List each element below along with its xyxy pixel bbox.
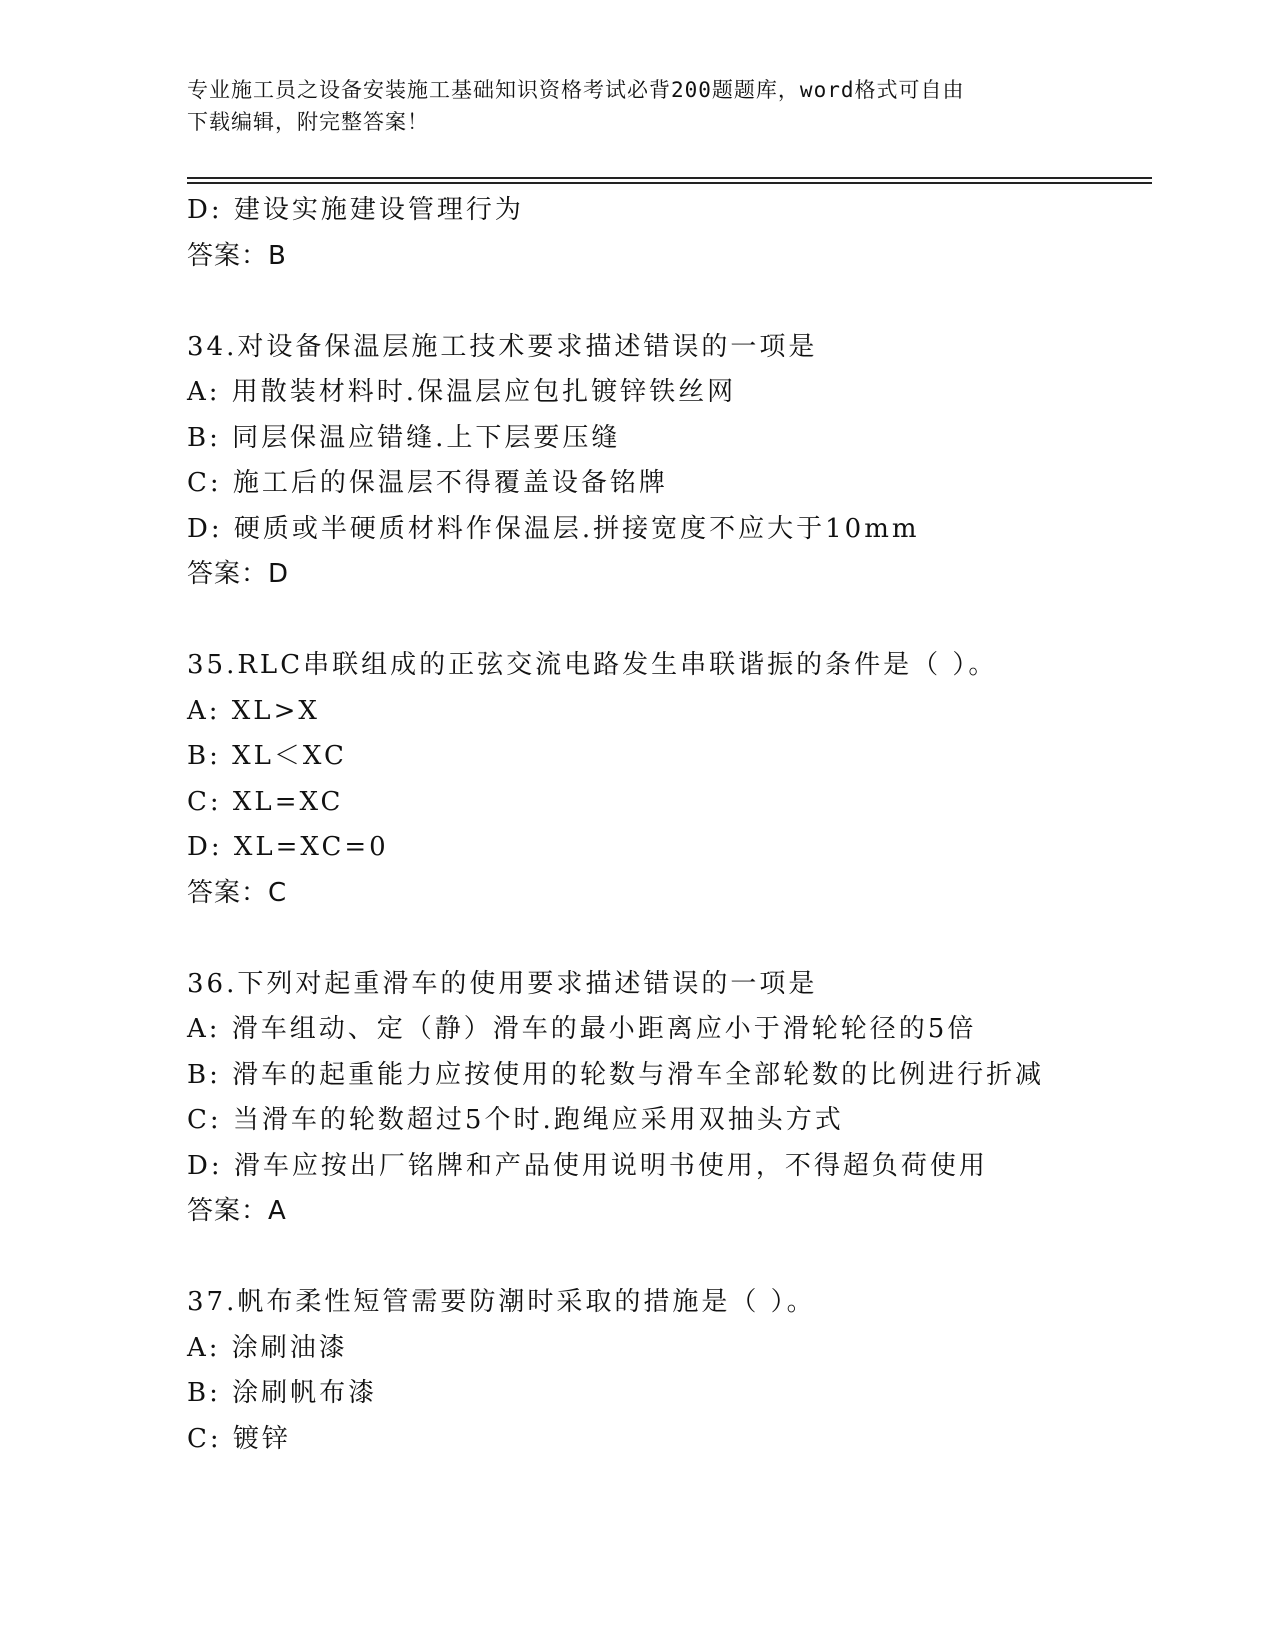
option-c: C: 镀锌 [187, 1423, 291, 1454]
option-c: C: 施工后的保温层不得覆盖设备铭牌 [187, 468, 668, 498]
answer-line: 答案：C [187, 877, 288, 908]
question-34 [187, 325, 1147, 598]
option-d: D: XL=XC=0 [187, 832, 389, 862]
option-d: D: 建设实施建设管理行为 [187, 195, 524, 225]
question-37 [187, 1280, 1147, 1462]
header-rule-top [187, 177, 1152, 179]
option-b: B: 同层保温应错缝.上下层要压缝 [187, 422, 621, 453]
option-d: D: 滑车应按出厂铭牌和产品使用说明书使用，不得超负荷使用 [187, 1150, 988, 1181]
document-header [187, 74, 1067, 138]
header-rule-bottom [187, 182, 1152, 184]
question-content [187, 188, 1147, 1462]
header-line-1: 专业施工员之设备安装施工基础知识资格考试必背200题题库，word格式可自由 [187, 78, 965, 102]
question-stem: 35.RLC串联组成的正弦交流电路发生串联谐振的条件是（ ）。 [187, 650, 998, 680]
previous-question-tail [187, 188, 1147, 279]
option-d: D: 硬质或半硬质材料作保温层.拼接宽度不应大于10mm [187, 513, 920, 544]
answer-line: 答案：D [187, 559, 290, 589]
option-a: A: 涂刷油漆 [187, 1332, 348, 1363]
header-line-2: 下载编辑，附完整答案！ [187, 110, 429, 134]
option-b: B: 涂刷帆布漆 [187, 1378, 378, 1408]
question-35 [187, 643, 1147, 916]
answer-line: 答案：A [187, 1196, 287, 1226]
question-36 [187, 962, 1147, 1235]
option-a: A: XL>X [187, 695, 320, 726]
option-a: A: 用散装材料时.保温层应包扎镀锌铁丝网 [187, 377, 737, 407]
question-stem: 37.帆布柔性短管需要防潮时采取的措施是（ ）。 [187, 1287, 816, 1317]
question-stem: 36.下列对起重滑车的使用要求描述错误的一项是 [187, 968, 818, 999]
option-c: C: 当滑车的轮数超过5个时.跑绳应采用双抽头方式 [187, 1105, 844, 1135]
question-stem: 34.对设备保温层施工技术要求描述错误的一项是 [187, 331, 818, 362]
option-c: C: XL=XC [187, 786, 344, 817]
option-b: B: 滑车的起重能力应按使用的轮数与滑车全部轮数的比例进行折减 [187, 1059, 1045, 1090]
option-b: B: XL＜XC [187, 741, 347, 771]
answer-line: 答案：B [187, 240, 287, 271]
option-a: A: 滑车组动、定（静）滑车的最小距离应小于滑轮轮径的5倍 [187, 1014, 977, 1044]
